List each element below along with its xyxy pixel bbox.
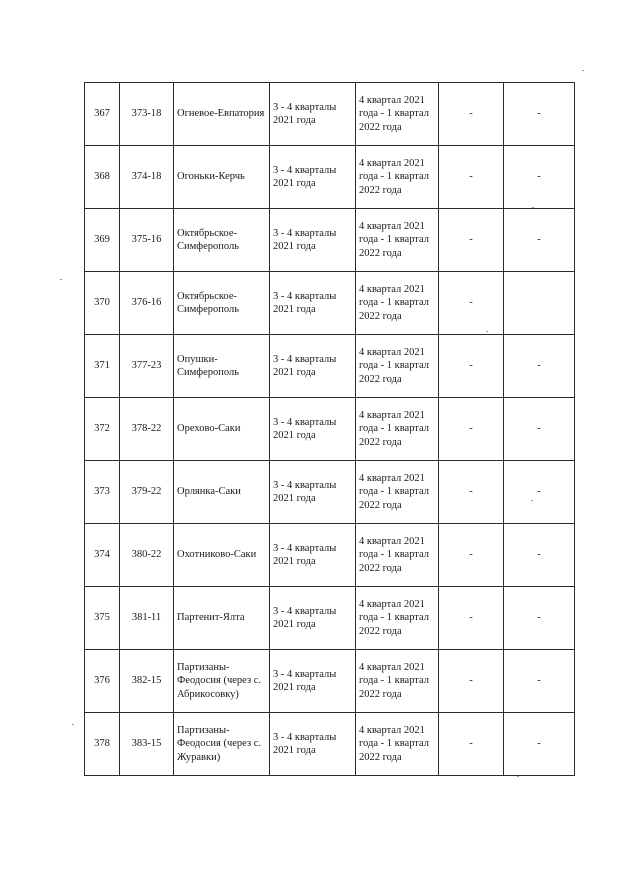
start-period-cell: 3 - 4 кварталы 2021 года: [270, 524, 356, 587]
route-name-cell: Опушки-Симферополь: [174, 335, 270, 398]
row-number-cell: 368: [85, 146, 120, 209]
start-period-cell: 3 - 4 кварталы 2021 года: [270, 461, 356, 524]
route-name-cell: Огоньки-Керчь: [174, 146, 270, 209]
column-6-cell: -: [439, 461, 504, 524]
column-6-cell: -: [439, 83, 504, 146]
route-code-cell: 380-22: [120, 524, 174, 587]
table-row: [85, 398, 575, 461]
table-row: [85, 587, 575, 650]
start-period-cell: 3 - 4 кварталы 2021 года: [270, 650, 356, 713]
column-6-cell: -: [439, 209, 504, 272]
route-name-cell: Орлянка-Саки: [174, 461, 270, 524]
column-7-cell: -: [504, 650, 575, 713]
start-period-cell: 3 - 4 кварталы 2021 года: [270, 335, 356, 398]
end-period-cell: 4 квартал 2021 года - 1 квартал 2022 года: [356, 713, 439, 776]
route-code-cell: 381-11: [120, 587, 174, 650]
route-code-cell: 382-15: [120, 650, 174, 713]
start-period-cell: 3 - 4 кварталы 2021 года: [270, 713, 356, 776]
column-7-cell: -: [504, 524, 575, 587]
column-7-cell: -: [504, 713, 575, 776]
end-period-cell: 4 квартал 2021 года - 1 квартал 2022 года: [356, 524, 439, 587]
end-period-cell: 4 квартал 2021 года - 1 квартал 2022 года: [356, 335, 439, 398]
column-7-cell: -: [504, 146, 575, 209]
route-code-cell: 383-15: [120, 713, 174, 776]
column-6-cell: -: [439, 335, 504, 398]
table-body: [85, 83, 575, 776]
end-period-cell: 4 квартал 2021 года - 1 квартал 2022 года: [356, 146, 439, 209]
end-period-cell: 4 квартал 2021 года - 1 квартал 2022 года: [356, 461, 439, 524]
route-code-cell: 375-16: [120, 209, 174, 272]
route-name-cell: Партизаны-Феодосия (через с. Абрикосовку): [174, 650, 270, 713]
end-period-cell: 4 квартал 2021 года - 1 квартал 2022 года: [356, 272, 439, 335]
scan-speck: [486, 331, 488, 332]
scan-speck: [531, 500, 533, 501]
table-row: [85, 209, 575, 272]
table-row: [85, 335, 575, 398]
row-number-cell: 378: [85, 713, 120, 776]
route-name-cell: Охотниково-Саки: [174, 524, 270, 587]
route-code-cell: 378-22: [120, 398, 174, 461]
row-number-cell: 369: [85, 209, 120, 272]
column-6-cell: -: [439, 398, 504, 461]
scan-speck: [60, 279, 62, 280]
route-name-cell: Октябрьское-Симферополь: [174, 209, 270, 272]
end-period-cell: 4 квартал 2021 года - 1 квартал 2022 года: [356, 587, 439, 650]
row-number-cell: 367: [85, 83, 120, 146]
column-6-cell: -: [439, 713, 504, 776]
table-row: [85, 83, 575, 146]
row-number-cell: 370: [85, 272, 120, 335]
table-row: [85, 272, 575, 335]
row-number-cell: 376: [85, 650, 120, 713]
route-name-cell: Орехово-Саки: [174, 398, 270, 461]
row-number-cell: 371: [85, 335, 120, 398]
scan-speck: [532, 207, 534, 208]
route-name-cell: Октябрьское-Симферополь: [174, 272, 270, 335]
row-number-cell: 373: [85, 461, 120, 524]
column-7-cell: -: [504, 398, 575, 461]
end-period-cell: 4 квартал 2021 года - 1 квартал 2022 года: [356, 650, 439, 713]
start-period-cell: 3 - 4 кварталы 2021 года: [270, 587, 356, 650]
start-period-cell: 3 - 4 кварталы 2021 года: [270, 272, 356, 335]
route-code-cell: 379-22: [120, 461, 174, 524]
route-name-cell: Огневое-Евпатория: [174, 83, 270, 146]
column-7-cell: -: [504, 587, 575, 650]
table-row: [85, 146, 575, 209]
column-7-cell: -: [504, 83, 575, 146]
column-6-cell: -: [439, 650, 504, 713]
start-period-cell: 3 - 4 кварталы 2021 года: [270, 209, 356, 272]
column-7-cell: [504, 272, 575, 335]
column-7-cell: -: [504, 461, 575, 524]
table-row: [85, 461, 575, 524]
row-number-cell: 374: [85, 524, 120, 587]
start-period-cell: 3 - 4 кварталы 2021 года: [270, 146, 356, 209]
start-period-cell: 3 - 4 кварталы 2021 года: [270, 83, 356, 146]
table-row: [85, 713, 575, 776]
column-6-cell: -: [439, 587, 504, 650]
scan-speck: [517, 776, 519, 777]
table-row: [85, 524, 575, 587]
start-period-cell: 3 - 4 кварталы 2021 года: [270, 398, 356, 461]
end-period-cell: 4 квартал 2021 года - 1 квартал 2022 года: [356, 398, 439, 461]
scan-speck: [72, 724, 74, 725]
column-6-cell: -: [439, 146, 504, 209]
route-code-cell: 377-23: [120, 335, 174, 398]
column-7-cell: -: [504, 335, 575, 398]
scan-speck: [582, 70, 584, 71]
column-6-cell: -: [439, 524, 504, 587]
row-number-cell: 375: [85, 587, 120, 650]
table-row: [85, 650, 575, 713]
route-name-cell: Партизаны-Феодосия (через с. Журавки): [174, 713, 270, 776]
route-name-cell: Партенит-Ялта: [174, 587, 270, 650]
column-7-cell: -: [504, 209, 575, 272]
route-code-cell: 373-18: [120, 83, 174, 146]
route-code-cell: 376-16: [120, 272, 174, 335]
end-period-cell: 4 квартал 2021 года - 1 квартал 2022 года: [356, 83, 439, 146]
row-number-cell: 372: [85, 398, 120, 461]
column-6-cell: -: [439, 272, 504, 335]
route-code-cell: 374-18: [120, 146, 174, 209]
end-period-cell: 4 квартал 2021 года - 1 квартал 2022 года: [356, 209, 439, 272]
schedule-table: [84, 82, 575, 776]
